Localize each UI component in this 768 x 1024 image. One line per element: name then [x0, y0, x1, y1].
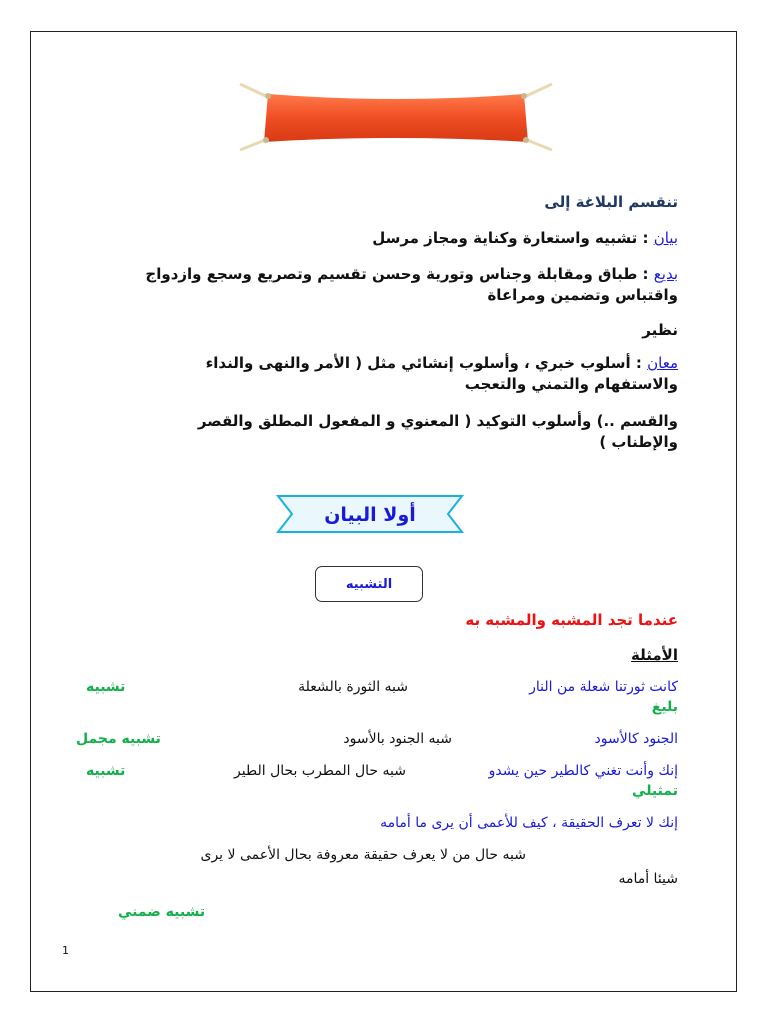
- category-text-cont: والإطناب ): [599, 433, 678, 451]
- term-link[interactable]: بديع: [653, 265, 678, 283]
- term-link[interactable]: معان: [647, 354, 678, 372]
- example-explanation-cont: شيئا أمامه: [618, 871, 678, 887]
- example-type-cont: تمثيلي: [632, 783, 678, 799]
- example-sentence: إنك وأنت تغني كالطير حين يشدو: [488, 763, 678, 779]
- topic-badge: التشبيه: [315, 566, 423, 602]
- category-badee: [58, 264, 678, 284]
- example-type: تشبيه: [86, 763, 126, 779]
- example-sentence: الجنود كالأسود: [594, 731, 678, 747]
- example-explanation: شبه الجنود بالأسود: [343, 731, 452, 747]
- separator: :: [637, 265, 654, 283]
- rule-text: عندما تجد المشبه والمشبه به: [465, 611, 678, 629]
- category-text-cont: واقتباس وتضمين ومراعاة: [487, 286, 678, 304]
- category-text: أسلوب خبري ، وأسلوب إنشائي مثل ( الأمر والنهى والنداء: [205, 354, 631, 372]
- category-bayan: [58, 228, 678, 248]
- page-number: 1: [62, 944, 69, 957]
- example-sentence: إنك لا تعرف الحقيقة ، كيف للأعمى أن يرى ما أمامه: [380, 815, 678, 831]
- section-title: أولا البيان: [324, 504, 416, 526]
- example-type: تشبيه ضمني: [118, 904, 206, 920]
- category-text-cont: والاستفهام والتمني والتعجب: [464, 375, 678, 393]
- category-text: طباق ومقابلة وجناس وتورية وحسن تقسيم وتصريع وسجع وازدواج: [145, 265, 638, 283]
- example-sentence: كانت ثورتنا شعلة من النار: [529, 679, 678, 695]
- category-text-cont: نظير: [642, 321, 678, 339]
- example-explanation: شبه حال المطرب بحال الطير: [234, 763, 406, 779]
- separator: :: [637, 229, 654, 247]
- example-type: تشبيه: [86, 679, 126, 695]
- term-link[interactable]: بيان: [653, 229, 678, 247]
- example-explanation: شبه حال من لا يعرف حقيقة معروفة بحال الأعمى لا يرى: [200, 847, 526, 863]
- page-heading: تنقسم البلاغة إلى: [544, 193, 678, 211]
- example-type-cont: بليغ: [651, 699, 678, 715]
- category-text: تشبيه واستعارة وكناية ومجاز مرسل: [372, 229, 638, 247]
- example-type: تشبيه مجمل: [76, 731, 161, 747]
- category-text-cont: والقسم ..) وأسلوب التوكيد ( المعنوي و المفعول المطلق والقصر: [197, 412, 678, 430]
- examples-heading: الأمثلة: [631, 646, 678, 664]
- example-explanation: شبه الثورة بالشعلة: [298, 679, 408, 695]
- separator: :: [630, 354, 648, 372]
- category-maani: [58, 353, 678, 373]
- banner-graphic: [236, 78, 556, 158]
